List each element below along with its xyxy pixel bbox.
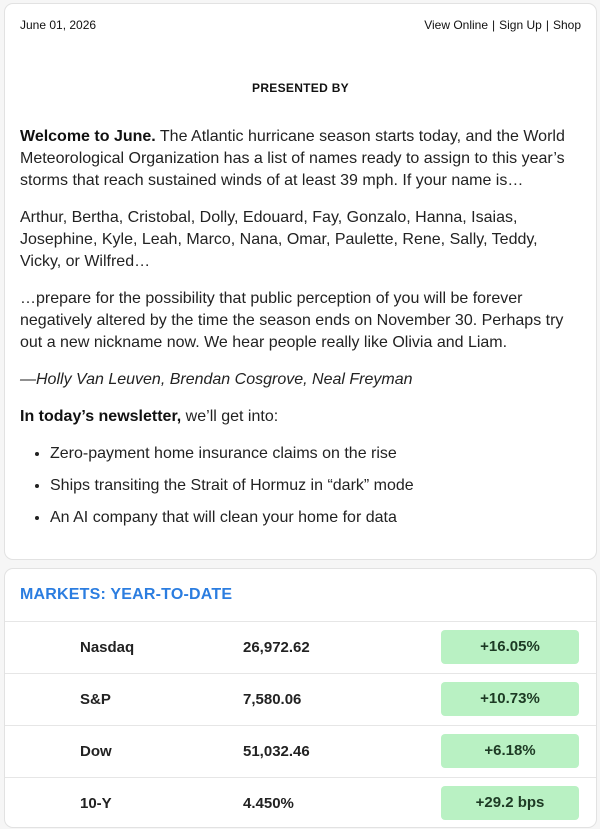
market-value: 4.450% [243,795,294,812]
presented-by-label: PRESENTED BY [252,81,349,95]
market-change-badge: +29.2 bps [441,786,579,820]
market-change-badge: +10.73% [441,682,579,716]
link-separator: | [492,18,496,32]
hurricane-names: Arthur, Bertha, Cristobal, Dolly, Edouard, Fay, Gonzalo, Hanna, Isaias, Josephine, Kyle, Leah, Marco, Nana, Omar, Paulette, Rene, Sally, Teddy, Vicky, or Wilfred… [20,209,538,270]
market-name: S&P [80,691,111,708]
market-name: Dow [80,743,112,760]
markets-title: MARKETS: YEAR-TO-DATE [20,586,233,603]
today-lead: In today’s newsletter, [20,408,182,425]
shop-link[interactable]: Shop [552,18,581,32]
issue-date: June 01, 2026 [20,18,97,32]
market-change-badge: +6.18% [441,734,579,768]
today-intro [20,406,581,428]
market-row [5,621,596,673]
market-name: 10-Y [80,795,112,812]
market-change-badge: +16.05% [441,630,579,664]
market-value: 26,972.62 [243,639,310,656]
sign-up-link[interactable]: Sign Up [499,18,542,32]
newsletter-card [4,3,597,560]
author-signature: —Holly Van Leuven, Brendan Cosgrove, Neal Freyman [20,371,413,388]
header-links [424,18,581,32]
market-row [5,777,596,829]
market-row [5,725,596,777]
intro-lead: Welcome to June. [20,128,156,145]
topics-list [50,443,581,529]
market-name: Nasdaq [80,639,135,656]
market-value: 7,580.06 [243,691,302,708]
perception-paragraph: …prepare for the possibility that public perception of you will be forever negatively altered by the time the season ends on November 30. Perhaps try out a new nickname now. We hear people really like Olivia and Liam. [20,290,564,351]
list-item: • Zero-payment home insurance claims on the rise [50,443,581,465]
intro-paragraph [20,126,581,192]
markets-card [4,568,597,828]
market-value: 51,032.46 [243,743,310,760]
view-online-link[interactable]: View Online [424,18,489,32]
newsletter-body [20,126,581,539]
intro-text: The Atlantic hurricane season starts today, and the World Meteorological Organization has a list of names ready to assign to this year’s storms that reach sustained winds of at least 39 mph. If your name is… [20,128,565,189]
link-separator: | [545,18,549,32]
list-item: • Ships transiting the Strait of Hormuz in “dark” mode [50,475,581,497]
list-item: • An AI company that will clean your home for data [50,507,581,529]
market-row [5,673,596,725]
today-text: we’ll get into: [181,408,279,425]
